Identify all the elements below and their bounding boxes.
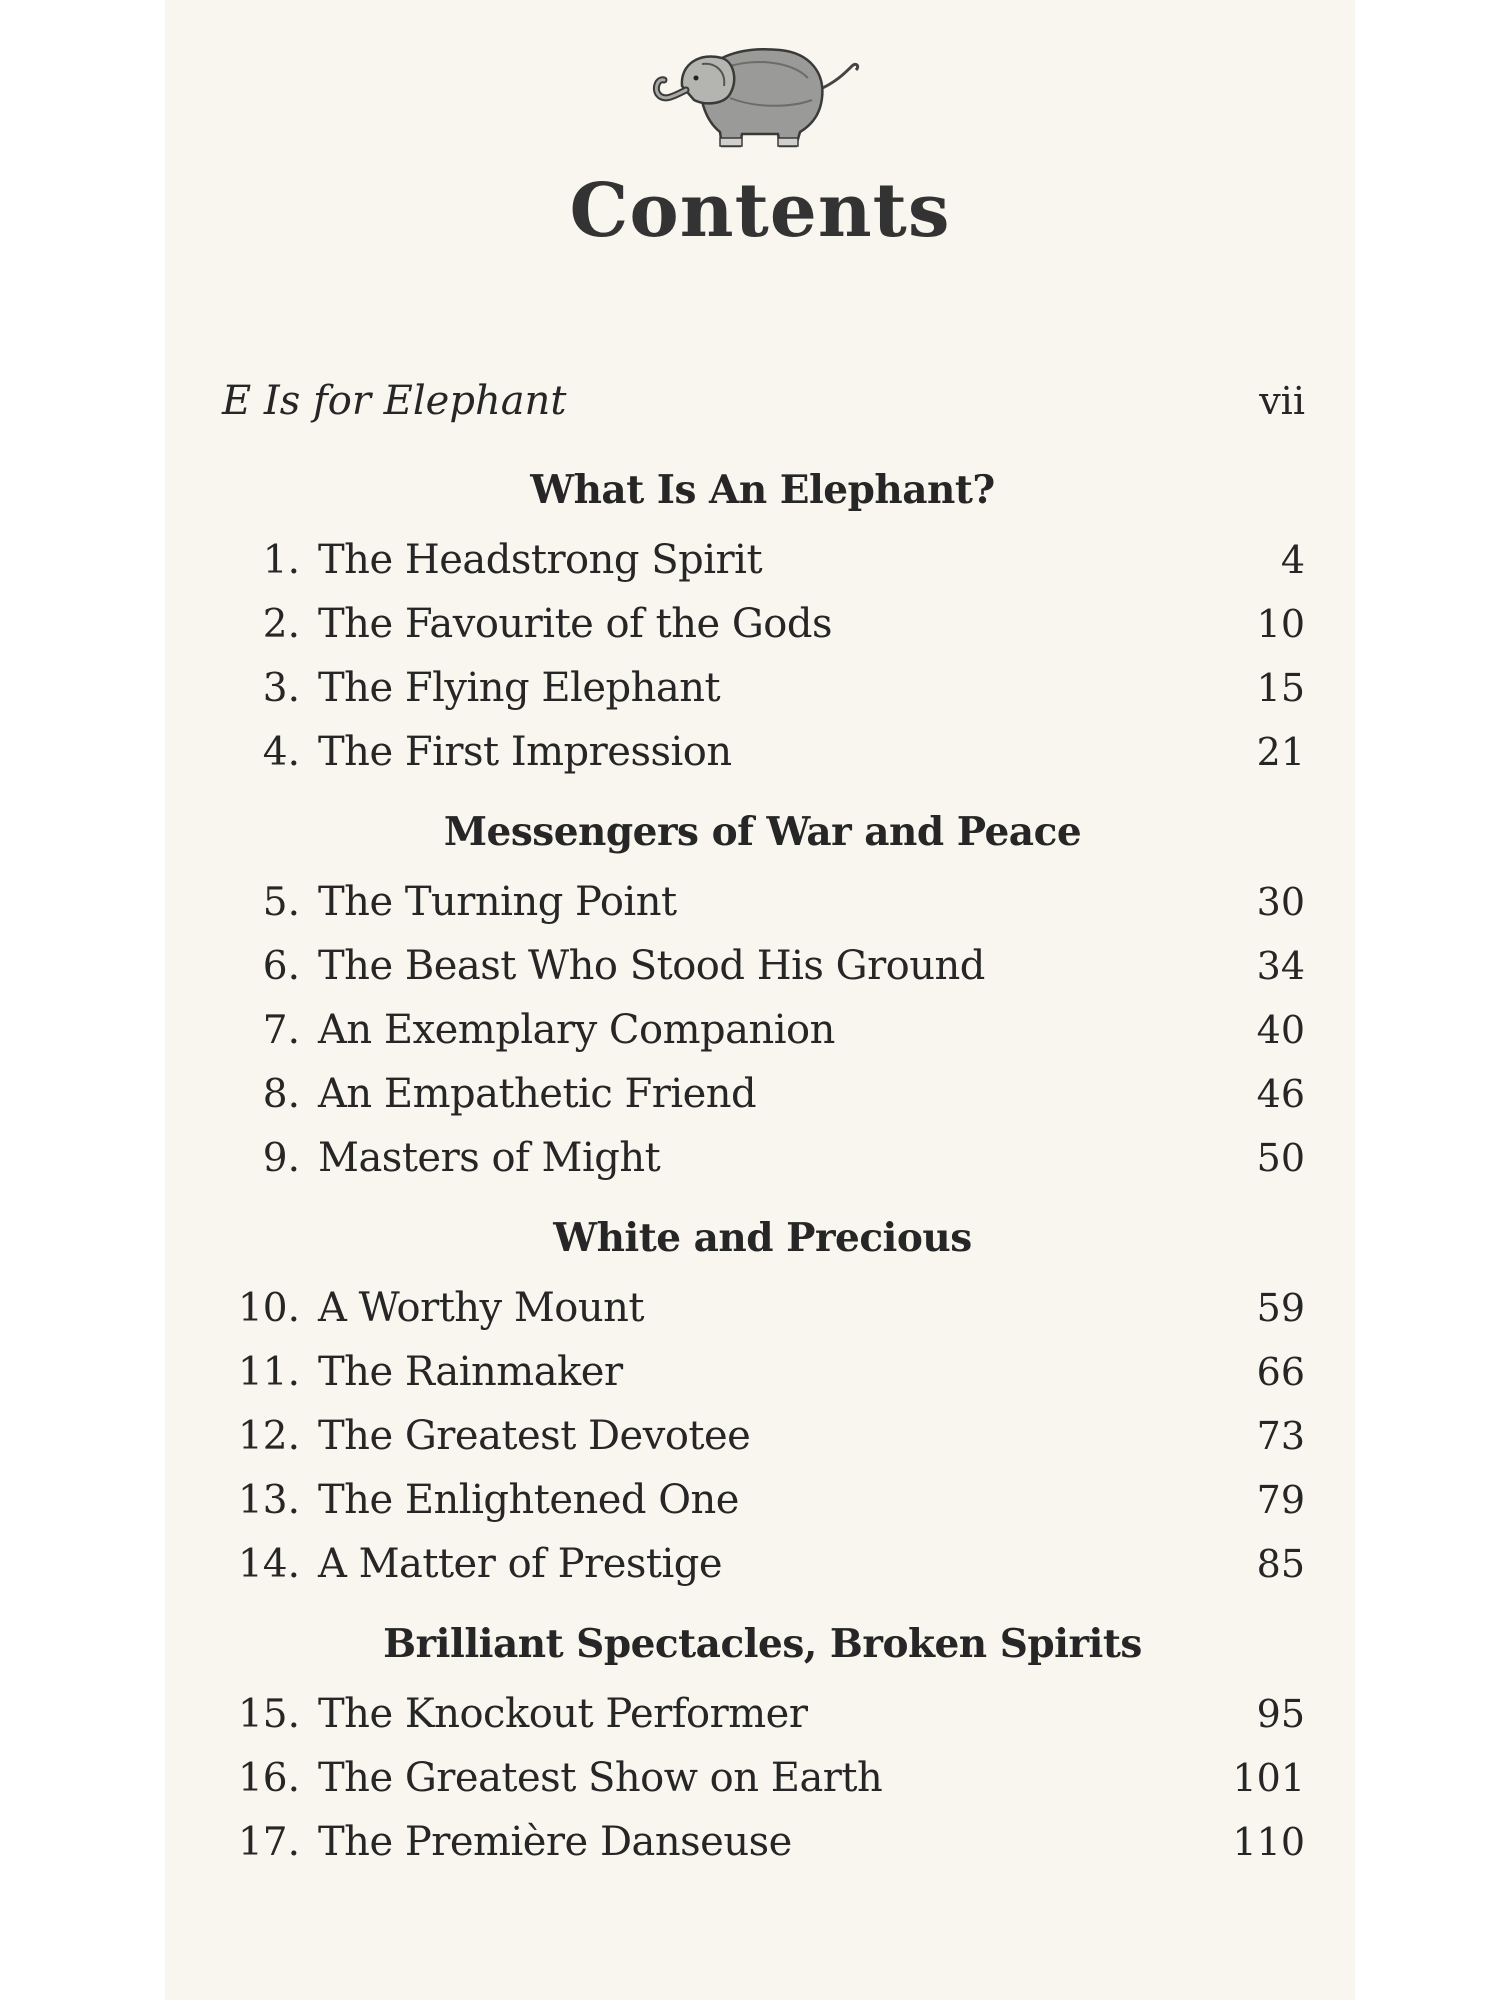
entry-number: 7.: [262, 1008, 300, 1053]
toc-entry[interactable]: [210, 1810, 1315, 1874]
entry-number: 9.: [262, 1136, 300, 1181]
elephant-icon: [630, 28, 870, 158]
entry-title: The Headstrong Spirit: [318, 537, 763, 583]
book-page: [165, 0, 1355, 2000]
entry-page-number: 50: [1256, 1136, 1305, 1180]
table-of-contents: [210, 378, 1315, 1892]
entry-title: Masters of Might: [318, 1135, 661, 1181]
section-heading: Messengers of War and Peace: [443, 809, 1082, 855]
entry-page-number: 110: [1232, 1820, 1305, 1864]
entry-number: 3.: [262, 666, 300, 711]
toc-entry[interactable]: [210, 656, 1315, 720]
toc-entry[interactable]: [210, 1276, 1315, 1340]
intro-title: E Is for Elephant: [222, 378, 567, 424]
toc-entry[interactable]: [210, 1532, 1315, 1596]
entry-title: The Greatest Devotee: [318, 1413, 751, 1459]
toc-section: [210, 1208, 1315, 1596]
toc-entry[interactable]: [210, 934, 1315, 998]
toc-section: [210, 802, 1315, 1190]
entry-title: The Enlightened One: [318, 1477, 739, 1523]
entry-title: The Beast Who Stood His Ground: [318, 943, 985, 989]
toc-entry[interactable]: [210, 1404, 1315, 1468]
entry-number: 6.: [262, 944, 300, 989]
entry-page-number: 15: [1256, 666, 1305, 710]
entry-number: 4.: [262, 730, 300, 775]
toc-entry[interactable]: [210, 1682, 1315, 1746]
entry-page-number: 4: [1280, 538, 1305, 582]
entry-number: 11.: [237, 1350, 300, 1395]
entry-number: 15.: [237, 1692, 300, 1737]
entry-number: 13.: [237, 1478, 300, 1523]
toc-entry[interactable]: [210, 720, 1315, 784]
entry-page-number: 66: [1256, 1350, 1305, 1394]
section-heading: Brilliant Spectacles, Broken Spirits: [383, 1621, 1142, 1667]
entry-title: The Greatest Show on Earth: [318, 1755, 883, 1801]
entry-page-number: 73: [1256, 1414, 1305, 1458]
entry-page-number: 46: [1256, 1072, 1305, 1116]
entry-number: 1.: [262, 538, 300, 583]
toc-entry[interactable]: [210, 1126, 1315, 1190]
entry-title: The Flying Elephant: [318, 665, 721, 711]
section-heading: White and Precious: [553, 1215, 972, 1261]
toc-entry[interactable]: [210, 592, 1315, 656]
toc-entry[interactable]: [210, 528, 1315, 592]
toc-intro-entry[interactable]: [210, 378, 1315, 438]
entry-title: An Exemplary Companion: [318, 1007, 835, 1053]
toc-entry[interactable]: [210, 1340, 1315, 1404]
entry-page-number: 10: [1256, 602, 1305, 646]
entry-number: 10.: [237, 1286, 300, 1331]
entry-page-number: 30: [1256, 880, 1305, 924]
entry-page-number: 101: [1232, 1756, 1305, 1800]
entry-title: The Rainmaker: [318, 1349, 623, 1395]
toc-section: [210, 1614, 1315, 1874]
entry-number: 8.: [262, 1072, 300, 1117]
entry-title: The First Impression: [318, 729, 732, 775]
entry-page-number: 40: [1256, 1008, 1305, 1052]
toc-entry[interactable]: [210, 1746, 1315, 1810]
entry-title: A Worthy Mount: [318, 1285, 644, 1331]
entry-page-number: 59: [1256, 1286, 1305, 1330]
toc-entry[interactable]: [210, 998, 1315, 1062]
entry-page-number: 95: [1256, 1692, 1305, 1736]
entry-page-number: 34: [1256, 944, 1305, 988]
toc-entry[interactable]: [210, 1062, 1315, 1126]
toc-section: [210, 460, 1315, 784]
entry-number: 17.: [237, 1820, 300, 1865]
entry-number: 5.: [262, 880, 300, 925]
entry-number: 16.: [237, 1756, 300, 1801]
entry-title: A Matter of Prestige: [318, 1541, 723, 1587]
entry-number: 12.: [237, 1414, 300, 1459]
entry-title: An Empathetic Friend: [318, 1071, 757, 1117]
entry-number: 2.: [262, 602, 300, 647]
toc-entry[interactable]: [210, 1468, 1315, 1532]
section-heading: What Is An Elephant?: [530, 467, 995, 513]
toc-entry[interactable]: [210, 870, 1315, 934]
intro-page-number: vii: [1259, 379, 1305, 423]
entry-title: The Favourite of the Gods: [318, 601, 833, 647]
entry-title: The Première Danseuse: [318, 1819, 792, 1865]
page-title: Contents: [569, 168, 951, 254]
entry-title: The Knockout Performer: [318, 1691, 808, 1737]
entry-page-number: 21: [1256, 730, 1305, 774]
entry-page-number: 79: [1256, 1478, 1305, 1522]
entry-title: The Turning Point: [318, 879, 677, 925]
entry-number: 14.: [237, 1542, 300, 1587]
entry-page-number: 85: [1256, 1542, 1305, 1586]
